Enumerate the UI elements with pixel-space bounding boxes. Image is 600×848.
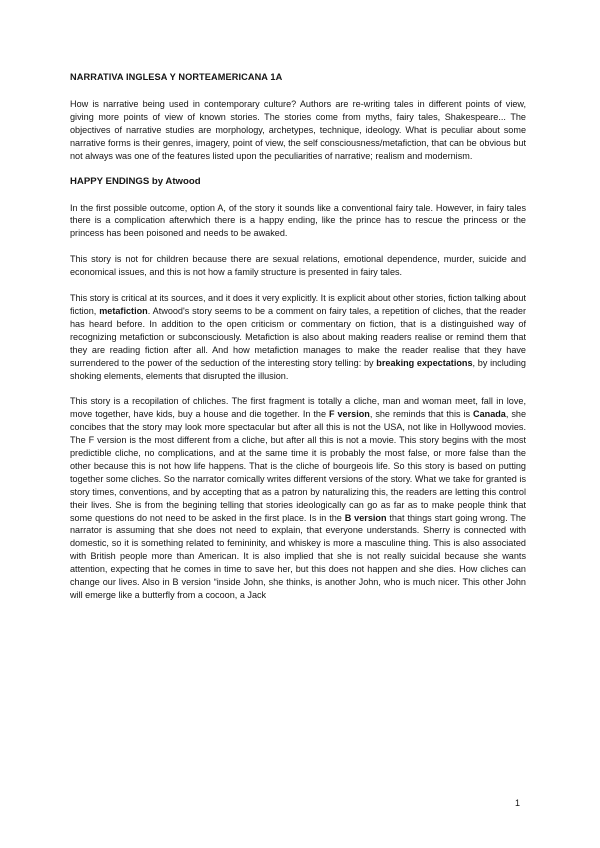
page-number: 1 bbox=[515, 798, 521, 808]
document-title: NARRATIVA INGLESA Y NORTEAMERICANA 1A bbox=[70, 72, 283, 82]
text-run: that things start going wrong. The narrator is assuming that she does not need to explain, that everyone understands. Sherry is connected with domestic, so it is something related to femininity, and whiskey is more a masculine thing. This is also associated with British people more than American. It is also implied that she is not really suicidal because she wants attention, expecting that he comes in time to save her, but this does not happen and she dies. How cliches can change our lives. Also in B version “inside John, she thinks, is another John, who is much nicer. This other John will emerge like a butterfly from a cocoon, a Jack bbox=[70, 512, 526, 600]
page-content bbox=[70, 72, 526, 615]
section-heading: HAPPY ENDINGS by Atwood bbox=[70, 175, 201, 187]
paragraph-metafiction bbox=[70, 292, 526, 382]
bold-term-b-version: B version bbox=[344, 512, 387, 523]
text-run: This story is a recopilation of chliches. The first fragment is totally a cliche, man and woman meet, fall in love, move together, have kids, buy a house and die together. In the bbox=[70, 396, 526, 420]
text-run: , by including shoking elements, elements that disrupted the illusion. bbox=[70, 357, 526, 381]
text-run: This story is critical at its sources, and it does it very explicitly. It is explicit about other stories, fiction talking about fiction, bbox=[70, 293, 526, 316]
bold-term-canada: Canada bbox=[473, 409, 506, 420]
bold-term-breaking-expectations: breaking expectations bbox=[376, 357, 473, 368]
paragraph-option-a: In the first possible outcome, option A, of the story it sounds like a conventional fairy tale. However, in fairy tales there is a complication afterwhich there is a happy ending, like the prince has to rescue the princess or the princess has been poisoned and needs to be awaked. bbox=[70, 202, 526, 239]
bold-term-f-version: F version bbox=[328, 409, 370, 420]
intro-paragraph: How is narrative being used in contemporary culture? Authors are re-writing tales in different points of view, giving more points of view of known stories. The stories come from myths, fairy tales, Shakespeare... The objectives of narrative studies are morphology, archetypes, technique, ideology. What is peculiar about some narrative forms is their genres, imagery, point of view, the self consciousness/metafiction, that can be obvious but not always was one of the features listed upon the peculiarities of narrative; realism and modernism. bbox=[70, 99, 526, 161]
paragraph-cliches bbox=[70, 395, 526, 602]
text-run: . Atwood's story seems to be a comment on fairy tales, a repetition of cliches, that the reader has heard before. In addition to the open criticism or commentary on fiction, that is a distinguished way of recognizing metafiction or subconsciously. Metafiction is also about making readers realise or remind them that they are reading fiction after all. And how metafiction manages to make the reader realise that they have surrendered to the power of the seduction of the interesting story telling: by bbox=[70, 305, 527, 368]
bold-term-metafiction: metafiction bbox=[99, 305, 148, 316]
paragraph-not-for-children: This story is not for children because there are sexual relations, emotional dependence, murder, suicide and economical issues, and this is not how a family structure is presented in fairy tales. bbox=[70, 254, 526, 278]
text-run: , she reminds that this is bbox=[369, 409, 474, 420]
text-run: , she concibes that the story may look more spectacular but after all this is not the USA, not like in Hollywood movies. The F version is the most different from a cliche, but after all this is not a movie. This story begins with the most predictible cliche, no complications, and at the same time it is probably the most false, or more false than the other because this is not how life happens. That is the cliche of bourgeois life. So this story is based on putting together some cliches. So the narrator comically writes different versions of the story. What we take for granted is story times, conventions, and by accepting that as a patron by naturalizing this, the readers are letting this control their lives. She is from the begining telling that stories ideologically can go as far as to make people think that some questions do not need to be asked in the first place. Is in the bbox=[70, 409, 527, 523]
